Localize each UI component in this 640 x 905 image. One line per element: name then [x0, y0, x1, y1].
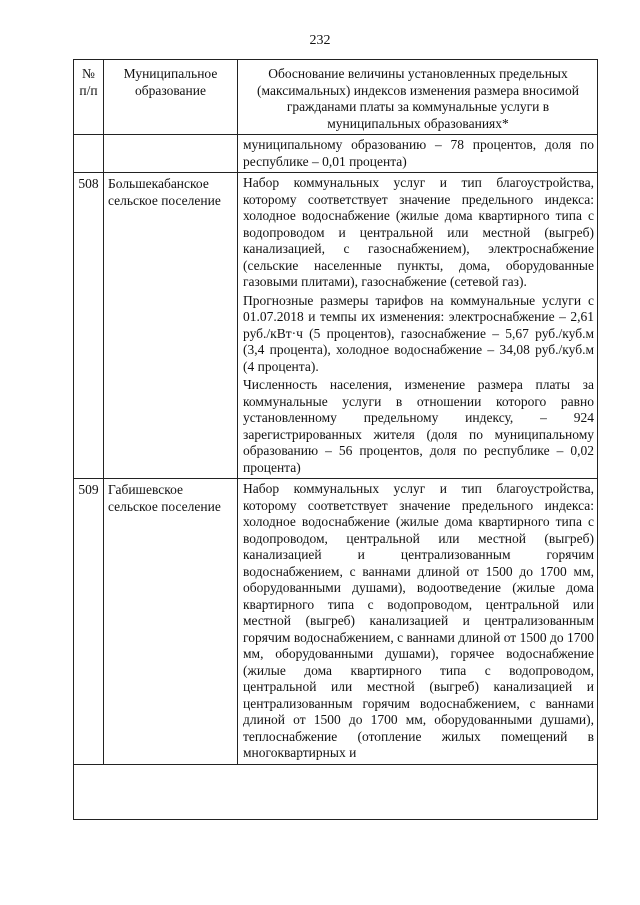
header-number: № п/п — [74, 60, 104, 135]
tariff-table-frame — [73, 59, 598, 820]
row-municipality: Габишевское сельское поселение — [104, 479, 238, 765]
justification-paragraph: Прогнозные размеры тарифов на коммунальные услуги с 01.07.2018 и темпы их изменения: электроснабжение – 2,61 руб./кВт·ч (5 процентов), газоснабжение – 5,67 руб./куб.м (3,4 процента), холодное водоснабжение – 34,08 руб./куб.м (4 процента). — [243, 292, 594, 374]
table-header-row — [74, 60, 599, 135]
table-row-continuation — [74, 135, 599, 173]
justification-paragraph: Набор коммунальных услуг и тип благоустройства, которому соответствует значение предельного индекса: холодное водоснабжение (жилые дома квартирного типа с водопроводом и центральной или местной (выгреб) канализацией, с газоснабжением), электроснабжение (сельские населенные пункты, дома, оборудованные газовыми плитами), газоснабжение (сетевой газ). — [243, 175, 594, 289]
justification-paragraph: Набор коммунальных услуг и тип благоустройства, которому соответствует значение предельного индекса: холодное водоснабжение (жилые дома квартирного типа с водопроводом, центральной или местной (выгреб) канализацией и централизованным горячим водоснабжением, с ваннами длиной от 1500 до 1700 мм, оборудованными душами), водоотведение (жилые дома квартирного типа с водопроводом, центральной или местной (выгреб) канализацией и централизованным горячим водоснабжением, с ваннами длиной от 1500 до 1700 мм, оборудованными душами), горячее водоснабжение (жилые дома квартирного типа с водопроводом, центральной или местной (выгреб) канализацией и централизованным горячим водоснабжением, с ваннами длиной от 1500 до 1700 мм, оборудованными душами), теплоснабжение (отопление жилых помещений в многоквартирных и — [243, 481, 594, 760]
row-number: 508 — [74, 173, 104, 479]
continuation-text: муниципальному образованию – 78 процентов, доля по республике – 0,01 процента) — [238, 135, 599, 173]
table-row — [74, 173, 599, 479]
row-justification — [238, 479, 599, 765]
row-municipality: Большекабанское сельское поселение — [104, 173, 238, 479]
page-number: 232 — [309, 33, 331, 48]
continuation-municipality-cell — [104, 135, 238, 173]
tariff-table — [73, 59, 598, 765]
continuation-number-cell — [74, 135, 104, 173]
row-number: 509 — [74, 479, 104, 765]
header-justification: Обоснование величины установленных предельных (максимальных) индексов изменения размера вносимой гражданами платы за коммунальные услуги в муниципальных образованиях* — [238, 60, 599, 135]
row-justification — [238, 173, 599, 479]
justification-paragraph: Численность населения, изменение размера платы за коммунальные услуги в отношении которого равно установленному предельному индексу, – 924 зарегистрированных жителя (доля по муниципальному образованию – 56 процентов, доля по республике – 0,02 процента) — [243, 377, 594, 475]
header-municipality: Муниципальное образование — [104, 60, 238, 135]
table-row — [74, 479, 599, 765]
